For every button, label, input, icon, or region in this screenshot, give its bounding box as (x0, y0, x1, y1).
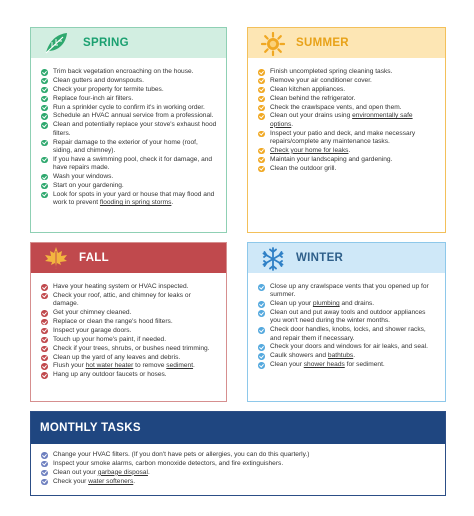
checklist-item (256, 104, 437, 112)
summer-title: SUMMER (296, 37, 349, 49)
item-text: Trim back vegetation encroaching on the house. (53, 68, 194, 75)
checklist-item (39, 327, 218, 335)
summer-header (248, 28, 445, 58)
item-text: Start on your gardening. (53, 181, 124, 189)
item-link[interactable]: hot water heater (85, 362, 134, 370)
checklist-item (39, 121, 218, 138)
checkmark-icon (258, 131, 265, 138)
item-text: Clean out your (53, 468, 98, 476)
checklist-item (39, 104, 218, 112)
item-link[interactable]: water softeners (88, 477, 134, 485)
fall-panel (30, 242, 227, 402)
item-link[interactable]: plumbing (312, 300, 340, 308)
item-text: Clean your (270, 361, 304, 369)
checkmark-icon (41, 470, 48, 477)
checkmark-icon (258, 310, 265, 317)
item-text: Look for spots in your yard or house that may flood and work to prevent (53, 190, 215, 206)
item-text: Clean out your drains using (270, 112, 353, 120)
checklist-item (39, 345, 218, 353)
checklist-item (256, 95, 437, 103)
checklist-item (39, 478, 437, 486)
item-text: Clean kitchen appliances. (270, 85, 346, 93)
checkmark-icon (258, 362, 265, 369)
checkmark-icon (41, 96, 48, 103)
item-text: Flush your (53, 362, 86, 370)
checklist-item (256, 165, 437, 173)
checkmark-icon (41, 87, 48, 94)
item-text: Clean gutters and downspouts. (53, 76, 144, 84)
checklist-item (256, 352, 437, 360)
item-text: Replace four-inch air filters. (53, 94, 134, 102)
summer-list (248, 58, 445, 173)
checkmark-icon (41, 479, 48, 486)
checklist-item (39, 182, 218, 190)
checklist-item (39, 77, 218, 85)
winter-panel (247, 242, 446, 402)
monthly-panel (30, 411, 446, 496)
checkmark-icon (258, 69, 265, 76)
checkmark-icon (41, 284, 48, 291)
checkmark-icon (41, 461, 48, 468)
checkmark-icon (41, 113, 48, 120)
item-text: Inspect your smoke alarms, carbon monoxide detectors, and fire extinguishers. (53, 459, 284, 467)
checkmark-icon (41, 372, 48, 379)
checkmark-icon (41, 355, 48, 362)
fall-title: FALL (79, 252, 109, 264)
item-text: and drains. (339, 300, 375, 308)
item-text: Finish uncompleted spring cleaning tasks. (270, 68, 393, 75)
item-text: Change your HVAC filters. (If you don't have pets or allergies, you can do this quarterly.) (53, 451, 310, 458)
checkmark-icon (258, 96, 265, 103)
item-text: . (147, 468, 150, 476)
checklist-item (256, 130, 437, 147)
spring-title: SPRING (83, 37, 129, 49)
checkmark-icon (41, 122, 48, 129)
item-text: Check your roof, attic, and chimney for leaks or damage. (53, 291, 191, 308)
item-text: . (348, 146, 351, 154)
checkmark-icon (41, 78, 48, 85)
checklist-item (256, 68, 437, 76)
checklist-item (256, 112, 437, 129)
checklist-item (256, 300, 437, 308)
checklist-item (256, 361, 437, 369)
checklist-item (39, 191, 218, 208)
monthly-title: MONTHLY TASKS (40, 422, 141, 434)
checklist-item (256, 326, 437, 343)
item-text: Wash your windows. (53, 172, 114, 180)
item-text: Check your property for termite tubes. (53, 85, 164, 93)
item-text: Replace or clean the range's hood filters. (53, 317, 173, 325)
checkmark-icon (41, 363, 48, 370)
item-text: Check your (53, 477, 89, 485)
checkmark-icon (258, 87, 265, 94)
checkmark-icon (258, 344, 265, 351)
checkmark-icon (41, 337, 48, 344)
checklist-item (256, 343, 437, 351)
checklist-item (39, 156, 218, 173)
checklist-item (39, 469, 437, 477)
checklist-item (39, 318, 218, 326)
item-text: Touch up your home's paint, if needed. (53, 335, 167, 343)
checkmark-icon (41, 140, 48, 147)
checklist-item (39, 354, 218, 362)
item-text: If you have a swimming pool, check it for damage, and have repairs made. (53, 155, 213, 172)
monthly-list (31, 444, 445, 486)
checklist-item (39, 173, 218, 181)
checklist-item (256, 77, 437, 85)
item-text: Inspect your patio and deck, and make necessary repairs/complete any maintenance tasks. (270, 129, 416, 145)
sun-icon (261, 32, 285, 61)
checkmark-icon (41, 174, 48, 181)
checklist-item (39, 112, 218, 120)
item-text: Remove your air conditioner cover. (270, 76, 372, 84)
checkmark-icon (258, 157, 265, 164)
checklist-item (39, 139, 218, 156)
item-text: . (193, 362, 195, 370)
item-text: Clean behind the refrigerator. (270, 94, 356, 102)
checklist-item (39, 371, 218, 379)
spring-list (31, 58, 226, 207)
checkmark-icon (41, 319, 48, 326)
checkmark-icon (41, 346, 48, 353)
summer-panel (247, 27, 446, 233)
checklist-item (256, 147, 437, 155)
checkmark-icon (258, 78, 265, 85)
item-text: Check if your trees, shrubs, or bushes need trimming. (53, 344, 210, 352)
item-text: Get your chimney cleaned. (53, 309, 132, 317)
checklist-item (39, 460, 437, 468)
checkmark-icon (258, 148, 265, 155)
checkmark-icon (258, 353, 265, 360)
item-link[interactable]: shower heads (303, 361, 345, 369)
item-text: Clean up the yard of any leaves and debris. (53, 353, 181, 361)
leaf-icon (43, 31, 69, 60)
checkmark-icon (41, 192, 48, 199)
item-text: Repair damage to the exterior of your home (roof, siding, and chimney). (53, 138, 198, 154)
checkmark-icon (41, 69, 48, 76)
item-text: Caulk showers and (270, 352, 328, 360)
item-text: Clean out and put away tools and outdoor appliances you won't need during the winter months. (270, 309, 426, 325)
checklist-item (256, 309, 437, 326)
item-text: Clean up your (270, 300, 313, 308)
item-text: . (171, 198, 174, 206)
fall-list (31, 273, 226, 380)
item-text: Inspect your garage doors. (53, 326, 132, 334)
checklist-item (39, 336, 218, 344)
spring-header (31, 28, 226, 58)
item-text: Check door handles, knobs, locks, and shower racks, and repair them if necessary. (270, 326, 426, 342)
checklist-item (39, 362, 218, 370)
item-link[interactable]: Check your home for leaks (270, 146, 349, 154)
monthly-header (31, 412, 445, 444)
checklist-item (39, 283, 218, 291)
checklist-item (256, 156, 437, 164)
item-text: Have your heating system or HVAC inspected. (53, 283, 189, 290)
checkmark-icon (258, 166, 265, 173)
item-text: Hang up any outdoor faucets or hoses. (53, 371, 167, 379)
item-link[interactable]: sediment (166, 362, 194, 370)
item-link[interactable]: garbage disposal (97, 468, 148, 476)
item-text: to remove (133, 362, 167, 370)
spring-panel (30, 27, 227, 233)
checklist-item (39, 451, 437, 459)
item-text: Run a sprinkler cycle to confirm it's in working order. (53, 103, 205, 111)
item-text: Check the crawlspace vents, and open them. (270, 103, 402, 111)
checkmark-icon (41, 452, 48, 459)
checkmark-icon (258, 284, 265, 291)
item-text: . (291, 120, 294, 128)
checklist-item (39, 86, 218, 94)
checkmark-icon (41, 183, 48, 190)
item-link[interactable]: flooding in spring storms (99, 198, 172, 206)
checklist-item (39, 292, 218, 309)
item-text: Close up any crawlspace vents that you opened up for summer. (270, 283, 429, 299)
checklist-item (39, 309, 218, 317)
checklist-item (39, 68, 218, 76)
checklist-item (39, 95, 218, 103)
item-link[interactable]: environmentally safe options (270, 112, 413, 128)
winter-title: WINTER (296, 252, 344, 264)
checkmark-icon (41, 105, 48, 112)
checkmark-icon (258, 301, 265, 308)
winter-list (248, 273, 445, 370)
checkmark-icon (41, 157, 48, 164)
item-text: for sediment. (344, 361, 385, 369)
winter-header (248, 243, 445, 273)
snowflake-icon (261, 247, 285, 276)
item-link[interactable]: bathtubs (327, 352, 354, 360)
item-text: Check your doors and windows for air leaks, and seal. (270, 343, 428, 351)
item-text: Maintain your landscaping and gardening. (270, 155, 393, 163)
checkmark-icon (258, 327, 265, 334)
checkmark-icon (41, 328, 48, 335)
checkmark-icon (41, 293, 48, 300)
maple-leaf-icon (43, 246, 69, 275)
item-text: Clean the outdoor grill. (270, 164, 337, 172)
item-text: . (133, 477, 136, 485)
item-text: Schedule an HVAC annual service from a professional. (53, 112, 214, 120)
checkmark-icon (258, 113, 265, 120)
fall-header (31, 243, 226, 273)
item-text: . (353, 352, 356, 360)
checkmark-icon (41, 310, 48, 317)
checkmark-icon (258, 105, 265, 112)
checklist-item (256, 283, 437, 300)
checklist-item (256, 86, 437, 94)
item-text: Clean and potentially replace your stove's exhaust hood filters. (53, 121, 217, 137)
